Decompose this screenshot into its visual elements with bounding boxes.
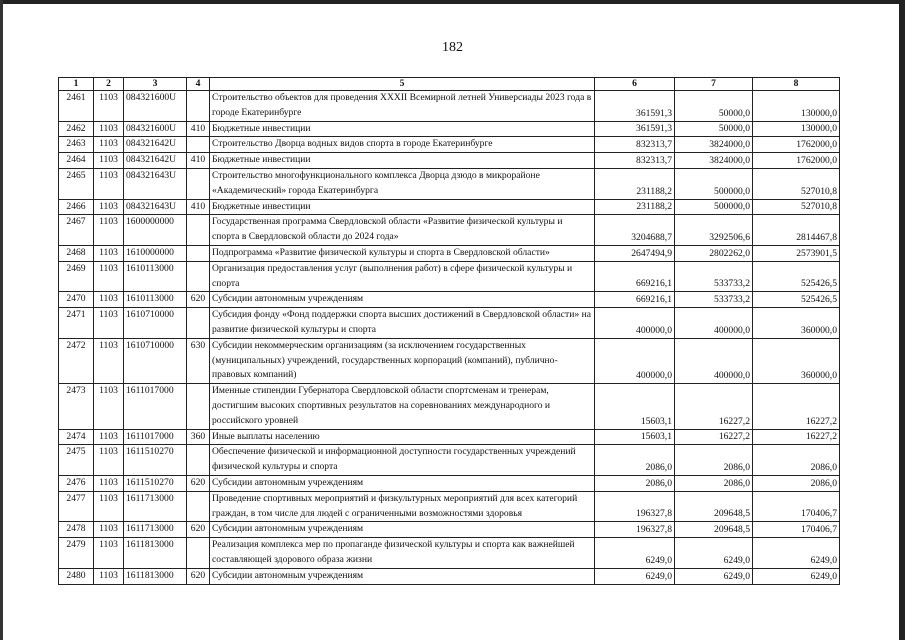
- section-code-cell: 1103: [94, 91, 124, 122]
- header-col-1: 1: [59, 78, 94, 91]
- table-row: [59, 121, 840, 137]
- expense-type-cell: [187, 91, 210, 122]
- section-code-cell: 1103: [94, 168, 124, 199]
- table-row: [59, 568, 840, 584]
- header-col-8: 8: [753, 78, 840, 91]
- amount-col-7-cell: 500000,0: [675, 168, 753, 199]
- expense-type-cell: 620: [187, 522, 210, 538]
- amount-col-8-cell: 527010,8: [753, 168, 840, 199]
- target-article-cell: 084321642U: [124, 153, 187, 169]
- row-number-cell: 2473: [59, 384, 94, 429]
- amount-col-8-cell: 360000,0: [753, 338, 840, 383]
- expense-type-cell: 410: [187, 121, 210, 137]
- section-code-cell: 1103: [94, 491, 124, 522]
- item-name-cell: Проведение спортивных мероприятий и физкультурных мероприятий для всех категорий граждан, в том числе для людей с ограниченными возможностями здоровья: [210, 491, 595, 522]
- header-col-4: 4: [187, 78, 210, 91]
- amount-col-7-cell: 209648,5: [675, 522, 753, 538]
- row-number-cell: 2470: [59, 292, 94, 308]
- amount-col-6-cell: 400000,0: [595, 338, 675, 383]
- amount-col-7-cell: 16227,2: [675, 429, 753, 445]
- target-article-cell: 1610113000: [124, 292, 187, 308]
- amount-col-6-cell: 196327,8: [595, 522, 675, 538]
- section-code-cell: 1103: [94, 522, 124, 538]
- row-number-cell: 2469: [59, 261, 94, 292]
- section-code-cell: 1103: [94, 338, 124, 383]
- amount-col-8-cell: 2814467,8: [753, 215, 840, 246]
- table-row: [59, 522, 840, 538]
- amount-col-8-cell: 130000,0: [753, 91, 840, 122]
- table-row: [59, 292, 840, 308]
- item-name-cell: Иные выплаты населению: [210, 429, 595, 445]
- section-code-cell: 1103: [94, 199, 124, 215]
- row-number-cell: 2472: [59, 338, 94, 383]
- header-col-6: 6: [595, 78, 675, 91]
- target-article-cell: 1610113000: [124, 261, 187, 292]
- amount-col-8-cell: 1762000,0: [753, 153, 840, 169]
- amount-col-6-cell: 361591,3: [595, 91, 675, 122]
- target-article-cell: 1611713000: [124, 522, 187, 538]
- target-article-cell: 084321600U: [124, 121, 187, 137]
- section-code-cell: 1103: [94, 261, 124, 292]
- expense-type-cell: 620: [187, 568, 210, 584]
- page-number: 182: [442, 40, 463, 55]
- row-number-cell: 2477: [59, 491, 94, 522]
- amount-col-6-cell: 2647494,9: [595, 245, 675, 261]
- amount-col-6-cell: 231188,2: [595, 199, 675, 215]
- row-number-cell: 2471: [59, 308, 94, 339]
- target-article-cell: 1610710000: [124, 308, 187, 339]
- expense-type-cell: [187, 137, 210, 153]
- item-name-cell: Бюджетные инвестиции: [210, 199, 595, 215]
- target-article-cell: 1600000000: [124, 215, 187, 246]
- item-name-cell: Именные стипендии Губернатора Свердловской области спортсменам и тренерам, достигшим высоких спортивных результатов на соревнованиях международного и российского уровней: [210, 384, 595, 429]
- amount-col-6-cell: 6249,0: [595, 568, 675, 584]
- target-article-cell: 1611813000: [124, 538, 187, 569]
- amount-col-6-cell: 15603,1: [595, 384, 675, 429]
- expense-type-cell: [187, 445, 210, 476]
- amount-col-8-cell: 2573901,5: [753, 245, 840, 261]
- expense-type-cell: 410: [187, 153, 210, 169]
- item-name-cell: Строительство многофункционального комплекса Дворца дзюдо в микрорайоне «Академический» города Екатеринбурга: [210, 168, 595, 199]
- amount-col-6-cell: 669216,1: [595, 261, 675, 292]
- amount-col-8-cell: 6249,0: [753, 568, 840, 584]
- amount-col-7-cell: 500000,0: [675, 199, 753, 215]
- amount-col-8-cell: 2086,0: [753, 445, 840, 476]
- amount-col-8-cell: 360000,0: [753, 308, 840, 339]
- amount-col-6-cell: 832313,7: [595, 153, 675, 169]
- section-code-cell: 1103: [94, 245, 124, 261]
- row-number-cell: 2468: [59, 245, 94, 261]
- amount-col-7-cell: 6249,0: [675, 538, 753, 569]
- table-row: [59, 538, 840, 569]
- amount-col-8-cell: 525426,5: [753, 261, 840, 292]
- item-name-cell: Строительство Дворца водных видов спорта в городе Екатеринбурге: [210, 137, 595, 153]
- item-name-cell: Организация предоставления услуг (выполнения работ) в сфере физической культуры и спорта: [210, 261, 595, 292]
- section-code-cell: 1103: [94, 308, 124, 339]
- target-article-cell: 1610710000: [124, 338, 187, 383]
- section-code-cell: 1103: [94, 121, 124, 137]
- row-number-cell: 2464: [59, 153, 94, 169]
- row-number-cell: 2465: [59, 168, 94, 199]
- amount-col-7-cell: 3292506,6: [675, 215, 753, 246]
- row-number-cell: 2476: [59, 475, 94, 491]
- expense-type-cell: [187, 384, 210, 429]
- expense-type-cell: [187, 308, 210, 339]
- header-col-5: 5: [210, 78, 595, 91]
- item-name-cell: Обеспечение физической и информационной доступности государственных учреждений физической культуры и спорта: [210, 445, 595, 476]
- section-code-cell: 1103: [94, 568, 124, 584]
- item-name-cell: Субсидии автономным учреждениям: [210, 292, 595, 308]
- table-row: [59, 199, 840, 215]
- expense-type-cell: [187, 538, 210, 569]
- amount-col-7-cell: 16227,2: [675, 384, 753, 429]
- header-col-3: 3: [124, 78, 187, 91]
- amount-col-7-cell: 6249,0: [675, 568, 753, 584]
- item-name-cell: Субсидии автономным учреждениям: [210, 568, 595, 584]
- scan-border-top: [0, 0, 905, 4]
- amount-col-8-cell: 527010,8: [753, 199, 840, 215]
- amount-col-6-cell: 832313,7: [595, 137, 675, 153]
- expense-type-cell: 620: [187, 292, 210, 308]
- table-row: [59, 308, 840, 339]
- scan-border-left: [0, 0, 3, 640]
- item-name-cell: Строительство объектов для проведения XXXII Всемирной летней Универсиады 2023 года в городе Екатеринбурге: [210, 91, 595, 122]
- expense-type-cell: [187, 261, 210, 292]
- section-code-cell: 1103: [94, 475, 124, 491]
- table-body: [59, 91, 840, 585]
- item-name-cell: Субсидия фонду «Фонд поддержки спорта высших достижений в Свердловской области» на развитие физической культуры и спорта: [210, 308, 595, 339]
- row-number-cell: 2479: [59, 538, 94, 569]
- amount-col-7-cell: 400000,0: [675, 338, 753, 383]
- amount-col-8-cell: 16227,2: [753, 384, 840, 429]
- section-code-cell: 1103: [94, 538, 124, 569]
- amount-col-6-cell: 6249,0: [595, 538, 675, 569]
- item-name-cell: Реализация комплекса мер по пропаганде физической культуры и спорта как важнейшей составляющей здорового образа жизни: [210, 538, 595, 569]
- table-row: [59, 245, 840, 261]
- target-article-cell: 1611713000: [124, 491, 187, 522]
- expense-type-cell: 630: [187, 338, 210, 383]
- amount-col-7-cell: 533733,2: [675, 292, 753, 308]
- amount-col-8-cell: 6249,0: [753, 538, 840, 569]
- table-row: [59, 384, 840, 429]
- scan-border-right: [899, 0, 905, 640]
- section-code-cell: 1103: [94, 384, 124, 429]
- table-row: [59, 153, 840, 169]
- amount-col-6-cell: 231188,2: [595, 168, 675, 199]
- amount-col-7-cell: 209648,5: [675, 491, 753, 522]
- amount-col-8-cell: 170406,7: [753, 522, 840, 538]
- amount-col-6-cell: 2086,0: [595, 475, 675, 491]
- table-row: [59, 137, 840, 153]
- amount-col-7-cell: 3824000,0: [675, 137, 753, 153]
- amount-col-8-cell: 1762000,0: [753, 137, 840, 153]
- item-name-cell: Подпрограмма «Развитие физической культуры и спорта в Свердловской области»: [210, 245, 595, 261]
- amount-col-6-cell: 361591,3: [595, 121, 675, 137]
- item-name-cell: Субсидии автономным учреждениям: [210, 522, 595, 538]
- amount-col-8-cell: 130000,0: [753, 121, 840, 137]
- target-article-cell: 1611017000: [124, 429, 187, 445]
- item-name-cell: Субсидии некоммерческим организациям (за исключением государственных (муниципальных) учреждений, государственных корпораций (компаний), публично-правовых компаний): [210, 338, 595, 383]
- amount-col-6-cell: 2086,0: [595, 445, 675, 476]
- row-number-cell: 2462: [59, 121, 94, 137]
- row-number-cell: 2463: [59, 137, 94, 153]
- expense-type-cell: 410: [187, 199, 210, 215]
- table-row: [59, 261, 840, 292]
- table-row: [59, 491, 840, 522]
- amount-col-7-cell: 533733,2: [675, 261, 753, 292]
- amount-col-8-cell: 2086,0: [753, 475, 840, 491]
- amount-col-7-cell: 50000,0: [675, 91, 753, 122]
- amount-col-7-cell: 3824000,0: [675, 153, 753, 169]
- item-name-cell: Бюджетные инвестиции: [210, 121, 595, 137]
- target-article-cell: 084321643U: [124, 168, 187, 199]
- row-number-cell: 2475: [59, 445, 94, 476]
- table-row: [59, 91, 840, 122]
- header-col-7: 7: [675, 78, 753, 91]
- section-code-cell: 1103: [94, 445, 124, 476]
- item-name-cell: Государственная программа Свердловской области «Развитие физической культуры и спорта в Свердловской области до 2024 года»: [210, 215, 595, 246]
- amount-col-6-cell: 400000,0: [595, 308, 675, 339]
- expense-type-cell: [187, 245, 210, 261]
- table-row: [59, 215, 840, 246]
- target-article-cell: 1611017000: [124, 384, 187, 429]
- table-row: [59, 338, 840, 383]
- section-code-cell: 1103: [94, 292, 124, 308]
- target-article-cell: 084321643U: [124, 199, 187, 215]
- expense-type-cell: 360: [187, 429, 210, 445]
- amount-col-7-cell: 400000,0: [675, 308, 753, 339]
- target-article-cell: 084321600U: [124, 91, 187, 122]
- amount-col-7-cell: 2086,0: [675, 445, 753, 476]
- section-code-cell: 1103: [94, 215, 124, 246]
- amount-col-8-cell: 170406,7: [753, 491, 840, 522]
- target-article-cell: 084321642U: [124, 137, 187, 153]
- target-article-cell: 1611813000: [124, 568, 187, 584]
- table-row: [59, 429, 840, 445]
- expense-type-cell: [187, 491, 210, 522]
- table-row: [59, 445, 840, 476]
- row-number-cell: 2466: [59, 199, 94, 215]
- amount-col-7-cell: 2086,0: [675, 475, 753, 491]
- amount-col-6-cell: 669216,1: [595, 292, 675, 308]
- table-header-row: [59, 78, 840, 91]
- expense-type-cell: [187, 215, 210, 246]
- table-row: [59, 168, 840, 199]
- table-row: [59, 475, 840, 491]
- amount-col-8-cell: 16227,2: [753, 429, 840, 445]
- row-number-cell: 2461: [59, 91, 94, 122]
- amount-col-7-cell: 2802262,0: [675, 245, 753, 261]
- header-col-2: 2: [94, 78, 124, 91]
- amount-col-7-cell: 50000,0: [675, 121, 753, 137]
- amount-col-8-cell: 525426,5: [753, 292, 840, 308]
- amount-col-6-cell: 3204688,7: [595, 215, 675, 246]
- expense-type-cell: [187, 168, 210, 199]
- target-article-cell: 1610000000: [124, 245, 187, 261]
- item-name-cell: Бюджетные инвестиции: [210, 153, 595, 169]
- row-number-cell: 2478: [59, 522, 94, 538]
- expense-type-cell: 620: [187, 475, 210, 491]
- row-number-cell: 2467: [59, 215, 94, 246]
- section-code-cell: 1103: [94, 153, 124, 169]
- row-number-cell: 2474: [59, 429, 94, 445]
- target-article-cell: 1611510270: [124, 445, 187, 476]
- amount-col-6-cell: 15603,1: [595, 429, 675, 445]
- section-code-cell: 1103: [94, 429, 124, 445]
- section-code-cell: 1103: [94, 137, 124, 153]
- row-number-cell: 2480: [59, 568, 94, 584]
- budget-table: [58, 77, 840, 585]
- target-article-cell: 1611510270: [124, 475, 187, 491]
- item-name-cell: Субсидии автономным учреждениям: [210, 475, 595, 491]
- amount-col-6-cell: 196327,8: [595, 491, 675, 522]
